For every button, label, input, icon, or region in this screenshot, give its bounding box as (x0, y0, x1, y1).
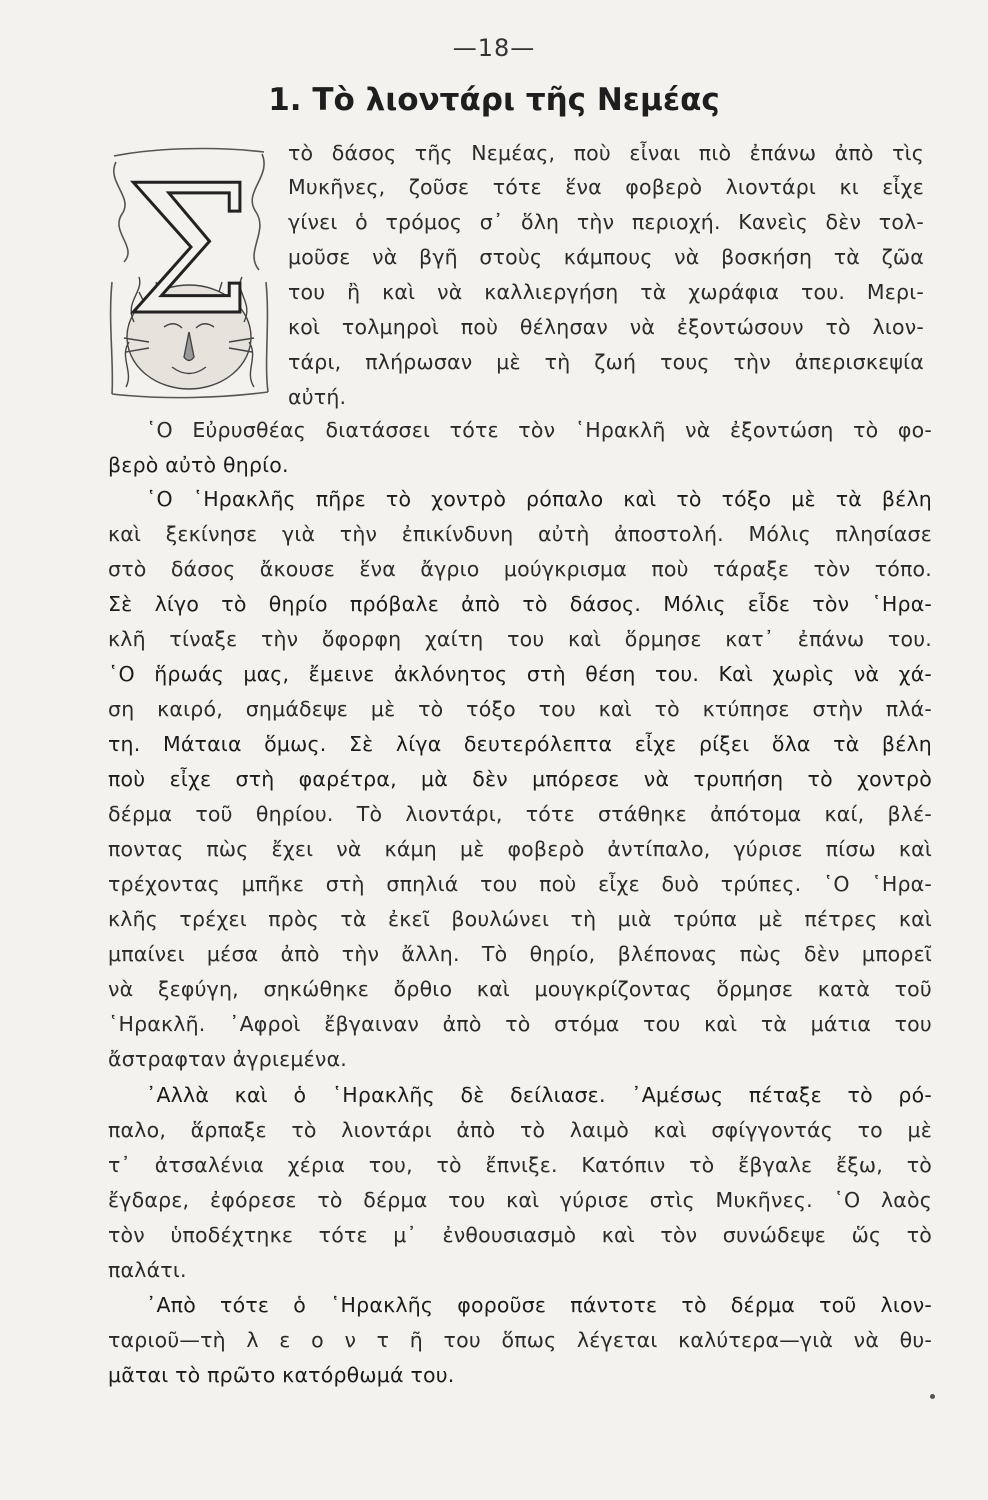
text-line: ᾿Απὸ τότε ὁ ῾Ηρακλῆς φοροῦσε πάντοτε τὸ δέρμα τοῦ λιον- (146, 1293, 932, 1317)
text-line: στὸ δάσος ἄκουσε ἕνα ἄγριο μούγκρισμα ποὺ τάραξε τὸν τόπο. (108, 557, 932, 581)
text-line: ποντας πὼς ἔχει νὰ κάμη μὲ φοβερὸ ἀντίπαλο, γύρισε πίσω καὶ (108, 837, 932, 861)
text-line: παλάτι. (108, 1258, 187, 1282)
text-line: ῾Ο ῾Ηρακλῆς πῆρε τὸ χοντρὸ ρόπαλο καὶ τὸ τόξο μὲ τὰ βέλη (146, 487, 932, 511)
text-line: Μυκῆνες, ζοῦσε τότε ἕνα φοβερὸ λιοντάρι κι εἶχε (288, 175, 924, 199)
text-line: αὐτή. (288, 385, 347, 409)
text-line: ᾿Αλλὰ καὶ ὁ ῾Ηρακλῆς δὲ δείλιασε. ᾿Αμέσως πέταξε τὸ ρό- (146, 1083, 932, 1107)
text-line: τη. Μάταια ὅμως. Σὲ λίγα δευτερόλεπτα εἶχε ρίξει ὅλα τὰ βέλη (108, 732, 932, 756)
paper-speck (930, 1394, 935, 1399)
text-line: τάρι, πλήρωσαν μὲ τὴ ζωή τους τὴν ἀπερισκεψία (288, 350, 924, 374)
text-line: τ᾽ ἀτσαλένια χέρια του, τὸ ἔπνιξε. Κατόπιν τὸ ἔβγαλε ἔξω, τὸ (108, 1153, 932, 1177)
text-line: κλῆ τίναξε τὴν ὄφορφη χαίτη του καὶ ὅρμησε κατ᾽ ἐπάνω του. (108, 627, 932, 651)
text-line: μᾶται τὸ πρῶτο κατόρθωμά του. (108, 1363, 455, 1387)
text-line: του ἢ καὶ νὰ καλλιεργήση τὰ χωράφια του. Μερι- (288, 280, 924, 304)
text-line: τρέχοντας μπῆκε στὴ σπηλιά του ποὺ εἶχε δυὸ τρύπες. ῾Ο ῾Ηρα- (108, 872, 932, 896)
text-line: τὸν ὑποδέχτηκε τότε μ᾽ ἐνθουσιασμὸ καὶ τὸν συνώδεψε ὥς τὸ (108, 1223, 932, 1247)
text-line: ση καιρό, σημάδεψε μὲ τὸ τόξο του καὶ τὸ κτύπησε στὴν πλά- (108, 697, 932, 721)
chapter-title: 1. Τὸ λιοντάρι τῆς Νεμέας (268, 82, 720, 118)
text-line: μοῦσε νὰ βγῆ στοὺς κάμπους νὰ βοσκήση τὰ ζῶα (288, 245, 924, 269)
text-line: καὶ ξεκίνησε γιὰ τὴν ἐπικίνδυνη αὐτὴ ἀποστολή. Μόλις πλησίασε (108, 522, 932, 546)
text-line: ῾Ηρακλῆ. ᾿Αφροὶ ἔβγαιναν ἀπὸ τὸ στόμα του καὶ τὰ μάτια του (108, 1012, 932, 1036)
text-line: τὸ δάσος τῆς Νεμέας, ποὺ εἶναι πιὸ ἐπάνω ἀπὸ τὶς (288, 141, 924, 165)
text-line: Σὲ λίγο τὸ θηρίο πρόβαλε ἀπὸ τὸ δάσος. Μόλις εἶδε τὸν ῾Ηρα- (108, 592, 932, 616)
text-line: ἔγδαρε, ἐφόρεσε τὸ δέρμα του καὶ γύρισε στὶς Μυκῆνες. ῾Ο λαὸς (108, 1188, 932, 1212)
text-line: δέρμα τοῦ θηρίου. Τὸ λιοντάρι, τότε στάθηκε ἀπότομα καί, βλέ- (108, 802, 932, 826)
text-line: κλῆς τρέχει πρὸς τὰ ἐκεῖ βουλώνει τὴ μιὰ τρύπα μὲ πέτρες καὶ (108, 907, 932, 931)
text-line: βερὸ αὐτὸ θηρίο. (108, 453, 289, 477)
text-line: ῾Ο Εὐρυσθέας διατάσσει τότε τὸν ῾Ηρακλῆ νὰ ἐξοντώση τὸ φο- (146, 418, 932, 442)
page-number: —18— (452, 34, 536, 62)
text-line: κοὶ τολμηροὶ ποὺ θέλησαν νὰ ἐξοντώσουν τὸ λιον- (288, 315, 924, 339)
drop-cap-letter: Σ (126, 147, 252, 354)
text-line: νὰ ξεφύγη, σηκώθηκε ὄρθιο καὶ μουγκρίζοντας ὅρμησε κατὰ τοῦ (108, 977, 932, 1001)
text-line: ταριοῦ—τὴ λ ε ο ν τ ῆ του ὅπως λέγεται καλύτερα—γιὰ νὰ θυ- (108, 1328, 932, 1352)
text-line: γίνει ὁ τρόμος σ᾽ ὅλη τὴν περιοχή. Κανεὶς δὲν τολ- (288, 210, 924, 234)
text-line: ἄστραφταν ἀγριεμένα. (108, 1047, 347, 1071)
text-line: μπαίνει μέσα ἀπὸ τὴν ἄλλη. Τὸ θηρίο, βλέπονας πὼς δὲν μπορεῖ (108, 942, 932, 966)
text-line: ποὺ εἶχε στὴ φαρέτρα, μὰ δὲν μπόρεσε νὰ τρυπήση τὸ χοντρὸ (108, 767, 932, 791)
text-line: ῾Ο ἥρωάς μας, ἔμεινε ἀκλόνητος στὴ θέση του. Καὶ χωρὶς νὰ χά- (108, 662, 932, 686)
text-line: παλο, ἅρπαξε τὸ λιοντάρι ἀπὸ τὸ λαιμὸ καὶ σφίγγοντάς το μὲ (108, 1118, 932, 1142)
